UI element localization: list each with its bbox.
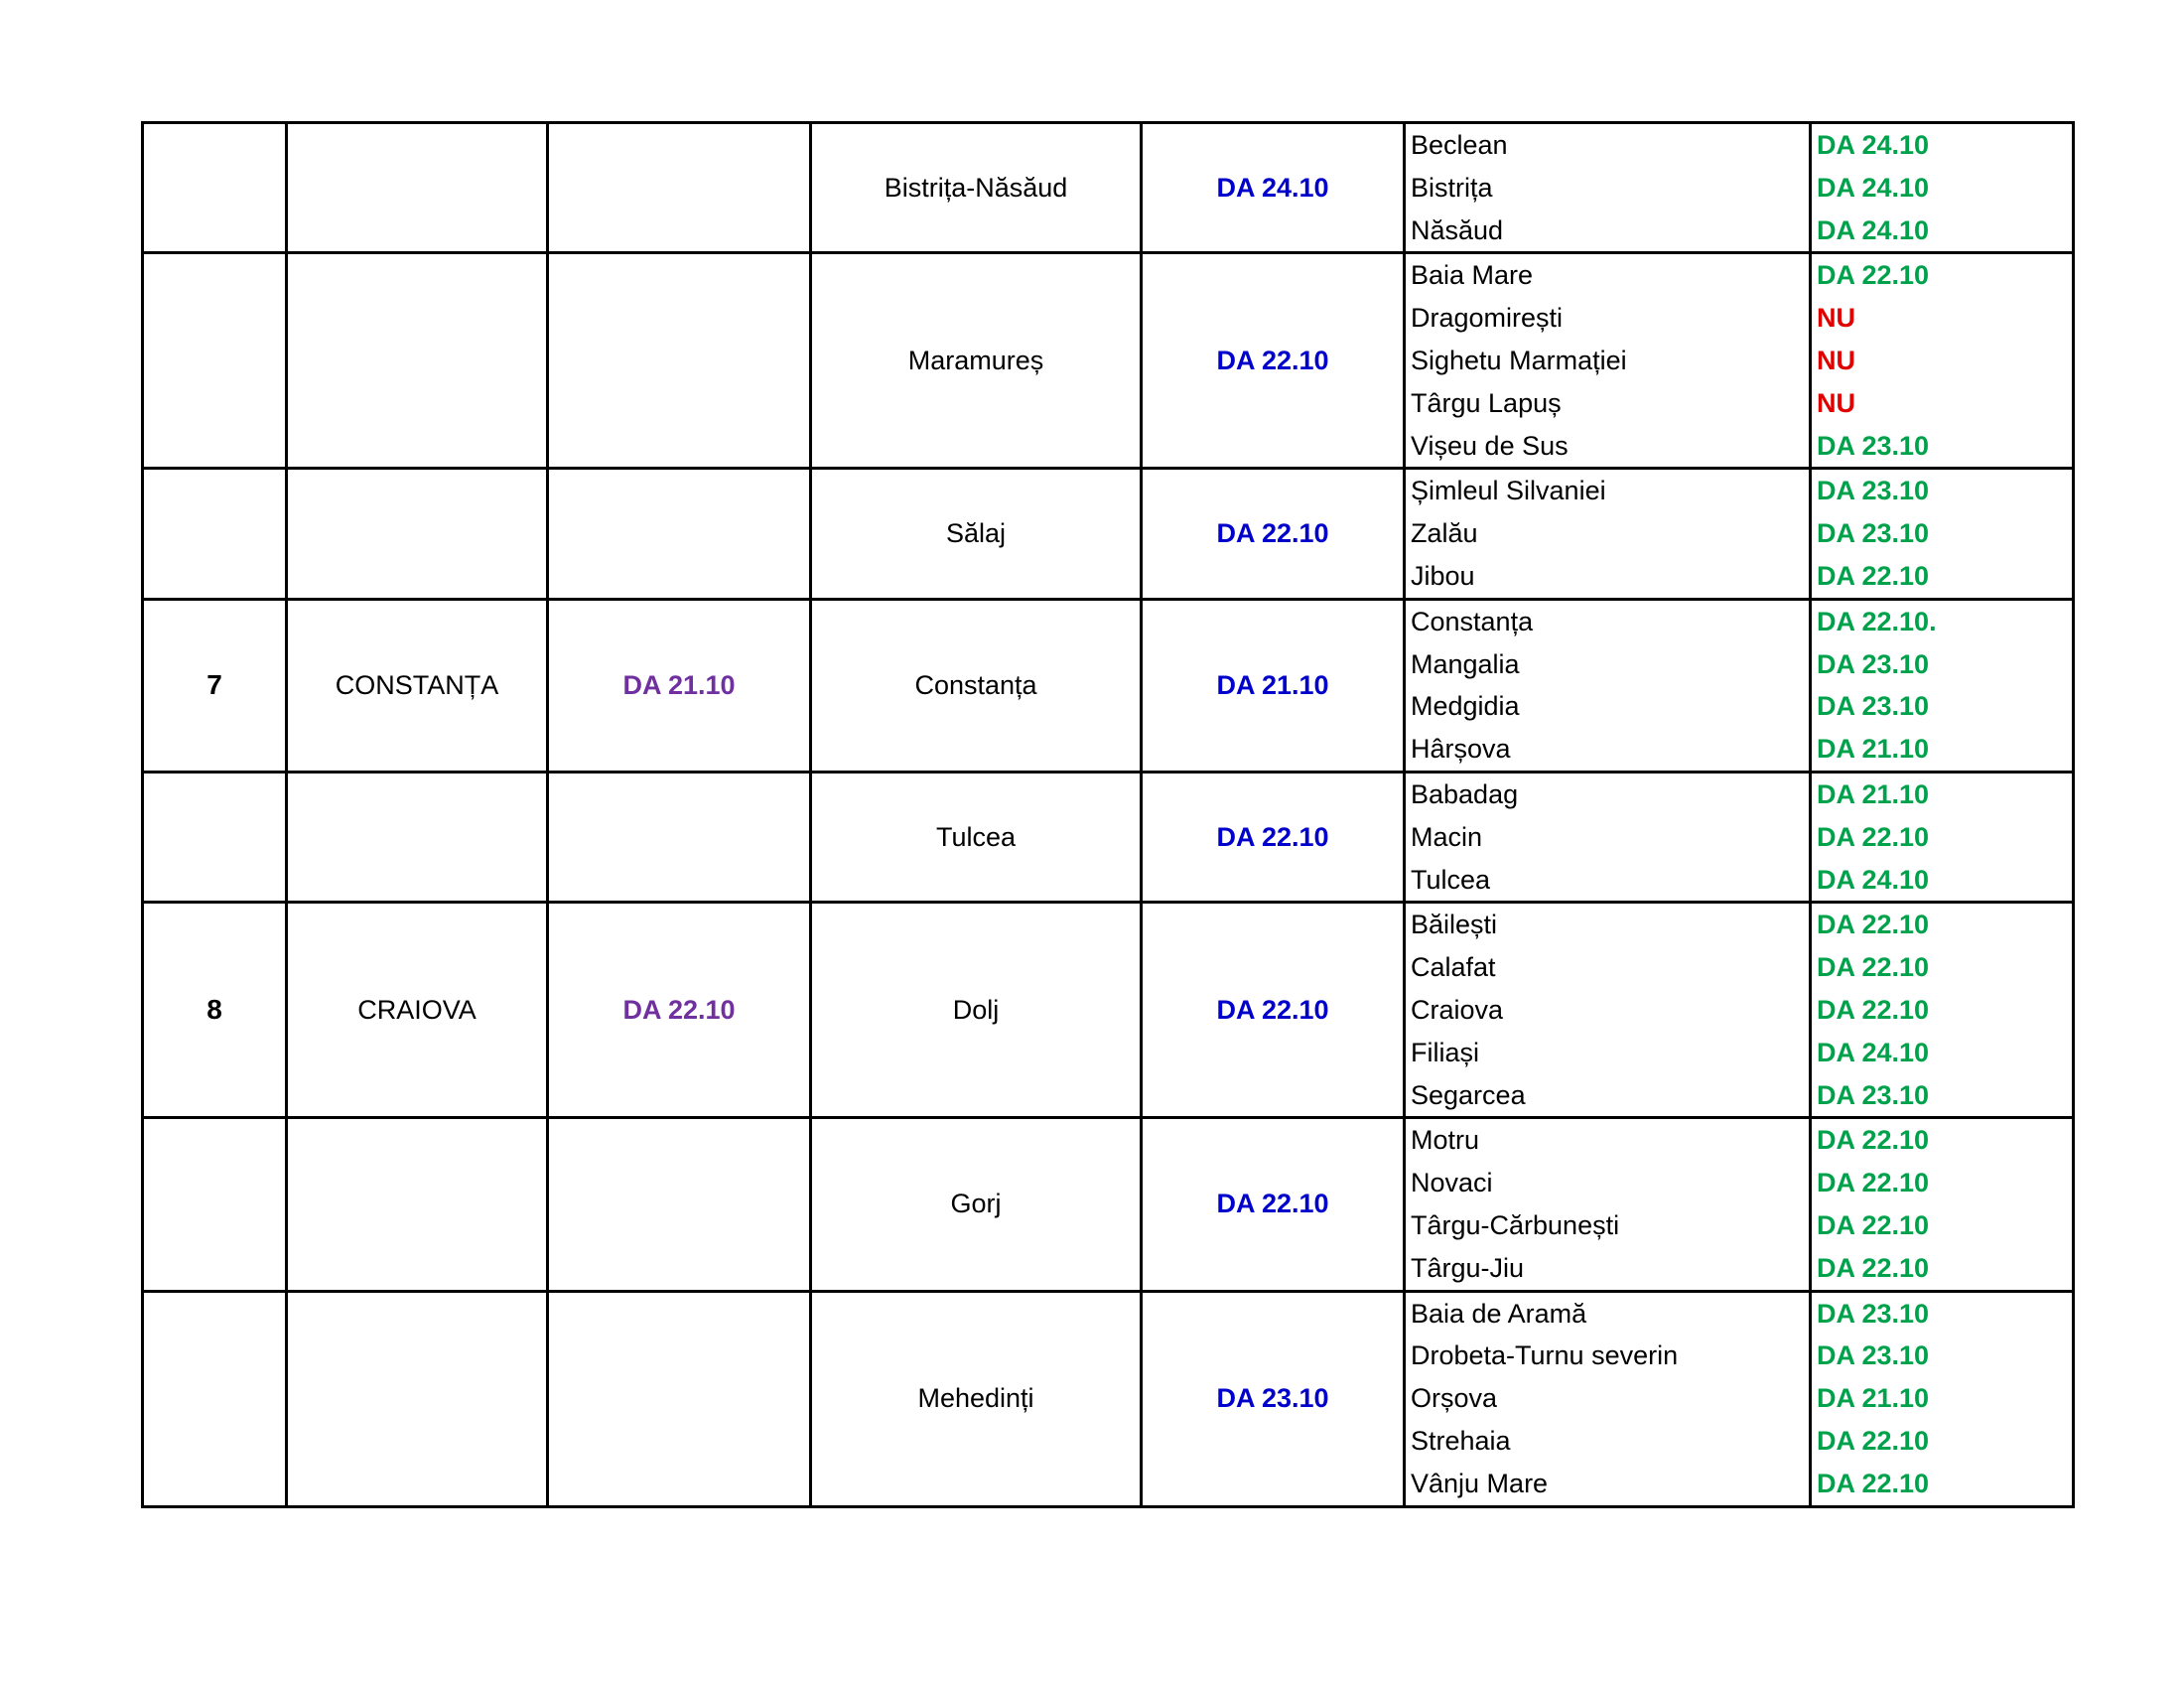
court-statuses-cell xyxy=(1811,599,2074,772)
county-name-cell: Tulcea xyxy=(811,772,1142,902)
court-name: Năsăud xyxy=(1411,214,1504,245)
county-name-cell: Maramureș xyxy=(811,253,1142,469)
court-status: DA 23.10 xyxy=(1817,648,1930,679)
county-name-cell: Dolj xyxy=(811,903,1142,1118)
court-status: DA 22.10 xyxy=(1817,910,1930,940)
court-status: DA 22.10 xyxy=(1817,1468,1930,1498)
county-status-cell: DA 22.10 xyxy=(1142,772,1405,902)
court-names-cell xyxy=(1405,903,1811,1118)
court-name: Dragomirești xyxy=(1411,303,1564,334)
court-status: DA 23.10 xyxy=(1817,1340,1930,1371)
court-name: Segarcea xyxy=(1411,1079,1526,1110)
court-status: DA 21.10 xyxy=(1817,778,1930,809)
court-status: DA 21.10 xyxy=(1817,734,1930,765)
row-number-cell: 8 xyxy=(143,903,287,1118)
court-statuses-cell xyxy=(1811,253,2074,469)
county-status-cell: DA 22.10 xyxy=(1142,469,1405,599)
court-name: Constanța xyxy=(1411,606,1534,636)
court-name: Novaci xyxy=(1411,1168,1493,1198)
center-status-cell xyxy=(548,1118,811,1291)
county-name-cell: Gorj xyxy=(811,1118,1142,1291)
court-status: DA 22.10. xyxy=(1817,606,1937,636)
center-name-cell: CONSTANȚA xyxy=(287,599,548,772)
center-status-cell: DA 21.10 xyxy=(548,599,811,772)
center-name-cell xyxy=(287,1118,548,1291)
court-names-cell xyxy=(1405,772,1811,902)
court-status: DA 22.10 xyxy=(1817,1209,1930,1240)
center-name-cell: CRAIOVA xyxy=(287,903,548,1118)
county-name-cell: Mehedinți xyxy=(811,1291,1142,1506)
county-status-cell: DA 24.10 xyxy=(1142,123,1405,253)
center-name-cell xyxy=(287,253,548,469)
court-status: DA 21.10 xyxy=(1817,1383,1930,1414)
center-status-cell xyxy=(548,772,811,902)
court-names-cell xyxy=(1405,123,1811,253)
court-name: Hârșova xyxy=(1411,734,1511,765)
table-row xyxy=(143,253,2074,469)
court-status: DA 22.10 xyxy=(1817,260,1930,291)
court-names-cell xyxy=(1405,469,1811,599)
court-status: DA 24.10 xyxy=(1817,214,1930,245)
table-row xyxy=(143,469,2074,599)
row-number-cell xyxy=(143,772,287,902)
court-name: Craiova xyxy=(1411,994,1504,1025)
court-name: Târgu-Jiu xyxy=(1411,1252,1525,1283)
court-name: Baia Mare xyxy=(1411,260,1534,291)
court-status: DA 22.10 xyxy=(1817,560,1930,591)
court-status: NU xyxy=(1817,387,1855,418)
court-names-cell xyxy=(1405,1291,1811,1506)
court-status: DA 24.10 xyxy=(1817,130,1930,160)
status-table xyxy=(141,121,2075,1508)
center-name-cell xyxy=(287,123,548,253)
court-name: Tulcea xyxy=(1411,864,1491,895)
court-name: Calafat xyxy=(1411,952,1496,983)
court-status: DA 23.10 xyxy=(1817,476,1930,506)
court-names-cell xyxy=(1405,253,1811,469)
court-status: DA 23.10 xyxy=(1817,518,1930,549)
court-name: Drobeta-Turnu severin xyxy=(1411,1340,1679,1371)
row-number-cell: 7 xyxy=(143,599,287,772)
court-name: Vânju Mare xyxy=(1411,1468,1549,1498)
court-status: DA 22.10 xyxy=(1817,1168,1930,1198)
court-name: Motru xyxy=(1411,1125,1480,1156)
court-name: Târgu-Cărbunești xyxy=(1411,1209,1620,1240)
court-statuses-cell xyxy=(1811,1118,2074,1291)
court-status: DA 24.10 xyxy=(1817,864,1930,895)
center-status-cell: DA 22.10 xyxy=(548,903,811,1118)
court-status: DA 23.10 xyxy=(1817,1298,1930,1329)
court-statuses-cell xyxy=(1811,123,2074,253)
court-status: DA 23.10 xyxy=(1817,691,1930,722)
court-name: Șimleul Silvaniei xyxy=(1411,476,1606,506)
court-name: Zalău xyxy=(1411,518,1478,549)
court-name: Vișeu de Sus xyxy=(1411,430,1569,461)
county-name-cell: Bistrița-Năsăud xyxy=(811,123,1142,253)
court-names-cell xyxy=(1405,599,1811,772)
court-status: NU xyxy=(1817,303,1855,334)
center-status-cell xyxy=(548,123,811,253)
center-name-cell xyxy=(287,772,548,902)
table-row xyxy=(143,1291,2074,1506)
court-status: NU xyxy=(1817,345,1855,375)
center-name-cell xyxy=(287,469,548,599)
court-status: DA 22.10 xyxy=(1817,1425,1930,1456)
court-name: Strehaia xyxy=(1411,1425,1511,1456)
court-statuses-cell xyxy=(1811,1291,2074,1506)
court-name: Sighetu Marmației xyxy=(1411,345,1627,375)
court-status: DA 24.10 xyxy=(1817,1037,1930,1067)
row-number-cell xyxy=(143,1291,287,1506)
county-status-cell: DA 21.10 xyxy=(1142,599,1405,772)
county-status-cell: DA 23.10 xyxy=(1142,1291,1405,1506)
row-number-cell xyxy=(143,253,287,469)
table-row xyxy=(143,903,2074,1118)
court-name: Medgidia xyxy=(1411,691,1520,722)
court-name: Jibou xyxy=(1411,560,1475,591)
court-name: Macin xyxy=(1411,821,1483,852)
court-name: Babadag xyxy=(1411,778,1519,809)
court-name: Baia de Aramă xyxy=(1411,1298,1587,1329)
court-statuses-cell xyxy=(1811,469,2074,599)
court-name: Orșova xyxy=(1411,1383,1498,1414)
table-row xyxy=(143,1118,2074,1291)
court-names-cell xyxy=(1405,1118,1811,1291)
table-row xyxy=(143,123,2074,253)
county-name-cell: Constanța xyxy=(811,599,1142,772)
county-status-cell: DA 22.10 xyxy=(1142,903,1405,1118)
court-name: Bistrița xyxy=(1411,172,1493,203)
court-name: Băilești xyxy=(1411,910,1498,940)
row-number-cell xyxy=(143,123,287,253)
status-table-body xyxy=(143,123,2074,1507)
court-name: Beclean xyxy=(1411,130,1508,160)
court-name: Mangalia xyxy=(1411,648,1520,679)
status-table-page xyxy=(141,121,2051,1498)
court-status: DA 23.10 xyxy=(1817,430,1930,461)
center-status-cell xyxy=(548,253,811,469)
row-number-cell xyxy=(143,1118,287,1291)
table-row xyxy=(143,599,2074,772)
center-status-cell xyxy=(548,1291,811,1506)
court-status: DA 22.10 xyxy=(1817,1252,1930,1283)
county-status-cell: DA 22.10 xyxy=(1142,253,1405,469)
court-status: DA 22.10 xyxy=(1817,994,1930,1025)
county-status-cell: DA 22.10 xyxy=(1142,1118,1405,1291)
court-status: DA 22.10 xyxy=(1817,1125,1930,1156)
court-name: Filiași xyxy=(1411,1037,1480,1067)
court-status: DA 22.10 xyxy=(1817,821,1930,852)
court-statuses-cell xyxy=(1811,772,2074,902)
court-status: DA 22.10 xyxy=(1817,952,1930,983)
court-statuses-cell xyxy=(1811,903,2074,1118)
row-number-cell xyxy=(143,469,287,599)
court-status: DA 24.10 xyxy=(1817,172,1930,203)
table-row xyxy=(143,772,2074,902)
center-name-cell xyxy=(287,1291,548,1506)
center-status-cell xyxy=(548,469,811,599)
county-name-cell: Sălaj xyxy=(811,469,1142,599)
court-status: DA 23.10 xyxy=(1817,1079,1930,1110)
court-name: Târgu Lapuș xyxy=(1411,387,1562,418)
